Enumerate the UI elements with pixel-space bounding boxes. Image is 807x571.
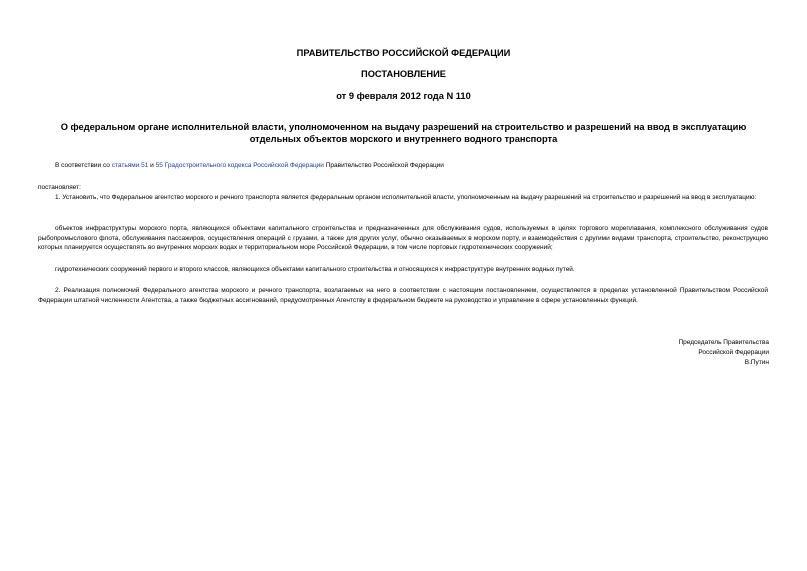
decree-word: постановляет: — [38, 184, 81, 191]
paragraph-1: 1. Установить, что Федеральное агентство морского и речного транспорта является федеральным органом исполнительной власти, уполномоченным на выдачу разрешений на строительство и разрешений на ввод в эксплуатацию: — [55, 194, 757, 201]
signature-position-line-1: Председатель Правительства — [678, 339, 769, 346]
preamble-text-after: Правительство Российской Федерации — [323, 162, 444, 169]
link-article-55-town-planning-code[interactable]: 55 Градостроительного кодекса Российской Федерации — [155, 162, 324, 169]
paragraph-1-hydrotechnical-structures: гидротехнических сооружений первого и второго классов, являющихся объектами капитального строительства и относящихся к инфраструктуре внутренних водных путей. — [55, 266, 575, 273]
preamble-text-before: В соответствии со — [55, 162, 112, 169]
document-type-heading: ПОСТАНОВЛЕНИЕ — [361, 69, 446, 79]
preamble — [55, 161, 785, 171]
paragraph-2: 2. Реализация полномочий Федерального агентства морского и речного транспорта, возлагаемых на него в соответствии с настоящим постановлением, осуществляется в пределах установленной Правительством Российской Федерации штатной численности Агентства, а также бюджетных ассигнований, предусмотренных Агентству в федеральном бюджете на руководство и управление в сфере установленных функций. — [38, 287, 768, 304]
link-article-51[interactable]: статьями 51 — [111, 162, 149, 169]
document-title: О федеральном органе исполнительной власти, уполномоченном на выдачу разрешений на строительство и разрешений на ввод в эксплуатацию отдельных объектов морского и внутреннего водного транспорта — [60, 122, 747, 144]
signature-position-line-2: Российской Федерации — [698, 349, 769, 356]
government-heading: ПРАВИТЕЛЬСТВО РОССИЙСКОЙ ФЕДЕРАЦИИ — [296, 48, 511, 58]
document-date-number: от 9 февраля 2012 года N 110 — [336, 91, 471, 101]
signature-name: В.Путин — [744, 359, 769, 366]
preamble-text-mid: и — [148, 162, 156, 169]
paragraph-1-sea-port-objects: объектов инфраструктуры морского порта, являющихся объектами капитального строительства и предназначенных для обслуживания судов, используемых в целях торгового мореплавания, комплексного обслуживания судов рыбопромыслового флота, обслуживания пассажиров, осуществления операций с грузами, а также для других услуг, обычно оказываемых в морском порту, и взаимодействия с другими видами транспорта, строительство, реконструкцию которых планируется осуществлять во внутренних морских водах и территориальном море Российской Федерации, в том числе портовых гидротехнических сооружений; — [38, 225, 768, 252]
